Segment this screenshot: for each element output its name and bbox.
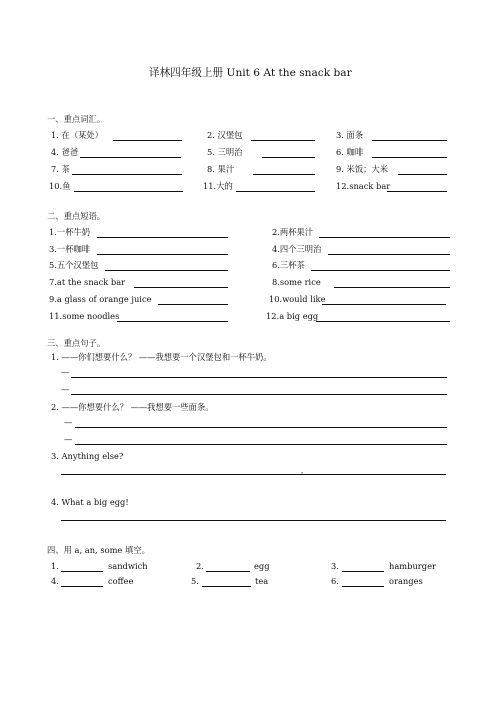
answer-blank[interactable]: [61, 586, 103, 587]
fill-word: oranges: [389, 576, 423, 586]
answer-blank[interactable]: [342, 586, 384, 587]
answer-line[interactable]: [71, 377, 447, 378]
fill-word: sandwich: [108, 561, 148, 571]
section-4-heading: 四、用 a, an, some 填空。: [47, 545, 150, 555]
answer-blank[interactable]: [322, 304, 446, 305]
phrase-item: 9.a glass of orange juice: [49, 294, 152, 304]
page-title: 译林四年级上册 Unit 6 At the snack bar: [149, 67, 352, 79]
fill-number: 4.: [51, 576, 59, 586]
section-3-heading: 三、重点句子。: [47, 338, 106, 348]
answer-blank[interactable]: [262, 157, 315, 158]
vocab-item: 2. 汉堡包: [207, 130, 243, 140]
fill-word: egg: [254, 561, 270, 571]
section-2-heading: 二、重点短语。: [47, 211, 106, 221]
answer-blank[interactable]: [253, 174, 315, 175]
comma-mark: ,: [301, 467, 304, 475]
vocab-item: 12.snack bar: [336, 181, 391, 191]
answer-line[interactable]: [71, 394, 447, 395]
answer-blank[interactable]: [334, 287, 450, 288]
answer-blank[interactable]: [97, 254, 228, 255]
fill-number: 3.: [331, 561, 339, 571]
answer-blank[interactable]: [117, 321, 228, 322]
answer-blank[interactable]: [61, 571, 103, 572]
vocab-item: 11.大的: [203, 181, 233, 191]
fill-number: 6.: [331, 576, 339, 586]
sentence-prompt: 2. ——你想要什么？ ——我想要一些面条。: [51, 402, 214, 412]
vocab-item: 1. 在（某处）: [51, 130, 104, 140]
answer-blank[interactable]: [251, 140, 315, 141]
answer-blank[interactable]: [328, 254, 450, 255]
fill-word: hamburger: [389, 561, 436, 571]
phrase-item: 10.would like: [269, 294, 326, 304]
sentence-prompt: 3. Anything else?: [51, 451, 124, 461]
vocab-item: 3. 面条: [336, 130, 364, 140]
answer-blank[interactable]: [398, 174, 447, 175]
dash-marker: —: [61, 384, 70, 394]
answer-blank[interactable]: [72, 174, 182, 175]
answer-blank[interactable]: [372, 157, 447, 158]
phrase-item: 6.三杯茶: [272, 260, 305, 270]
phrase-item: 11.some noodles: [49, 311, 120, 321]
answer-blank[interactable]: [319, 237, 450, 238]
answer-line[interactable]: [61, 520, 446, 521]
answer-blank[interactable]: [74, 191, 183, 192]
answer-blank[interactable]: [113, 140, 182, 141]
answer-blank[interactable]: [202, 586, 251, 587]
fill-number: 2.: [196, 561, 204, 571]
vocab-item: 8. 果汁: [207, 164, 235, 174]
sentence-prompt: 1. ——你们想要什么？ ——我想要一个汉堡包和一杯牛奶。: [51, 352, 272, 362]
fill-word: tea: [255, 576, 269, 586]
section-1-heading: 一、重点词汇。: [47, 114, 106, 124]
answer-blank[interactable]: [387, 191, 447, 192]
phrase-item: 5.五个汉堡包: [49, 260, 99, 270]
answer-blank[interactable]: [236, 191, 315, 192]
sentence-prompt: 4. What a big egg!: [51, 497, 129, 507]
phrase-item: 7.at the snack bar: [49, 277, 126, 287]
fill-number: 5.: [191, 576, 199, 586]
vocab-item: 5. 三明治: [207, 147, 243, 157]
dash-marker: —: [64, 434, 73, 444]
phrase-item: 1.一杯牛奶: [49, 227, 91, 237]
answer-blank[interactable]: [105, 270, 228, 271]
dash-marker: —: [61, 367, 70, 377]
vocab-item: 9. 米饭；大米: [336, 164, 389, 174]
phrase-item: 4.四个三明治: [272, 244, 322, 254]
dash-marker: —: [64, 417, 73, 427]
fill-word: coffee: [108, 576, 134, 586]
answer-line[interactable]: [75, 444, 447, 445]
answer-blank[interactable]: [97, 237, 228, 238]
answer-blank[interactable]: [372, 140, 447, 141]
vocab-item: 6. 咖啡: [336, 147, 364, 157]
answer-blank[interactable]: [311, 270, 450, 271]
answer-blank[interactable]: [206, 571, 250, 572]
answer-blank[interactable]: [158, 304, 228, 305]
vocab-item: 7. 茶: [51, 164, 70, 174]
answer-line[interactable]: [75, 427, 447, 428]
phrase-item: 3.一杯咖啡: [49, 244, 91, 254]
answer-blank[interactable]: [80, 157, 181, 158]
answer-blank[interactable]: [342, 571, 384, 572]
phrase-item: 12.a big egg: [266, 311, 319, 321]
answer-line[interactable]: [61, 474, 446, 475]
answer-blank[interactable]: [316, 321, 450, 322]
phrase-item: 2.两杯果汁: [272, 227, 314, 237]
fill-number: 1.: [51, 561, 59, 571]
phrase-item: 8.some rice: [272, 277, 321, 287]
vocab-item: 10.鱼: [49, 181, 71, 191]
answer-blank[interactable]: [134, 287, 228, 288]
vocab-item: 4. 爸爸: [51, 147, 79, 157]
